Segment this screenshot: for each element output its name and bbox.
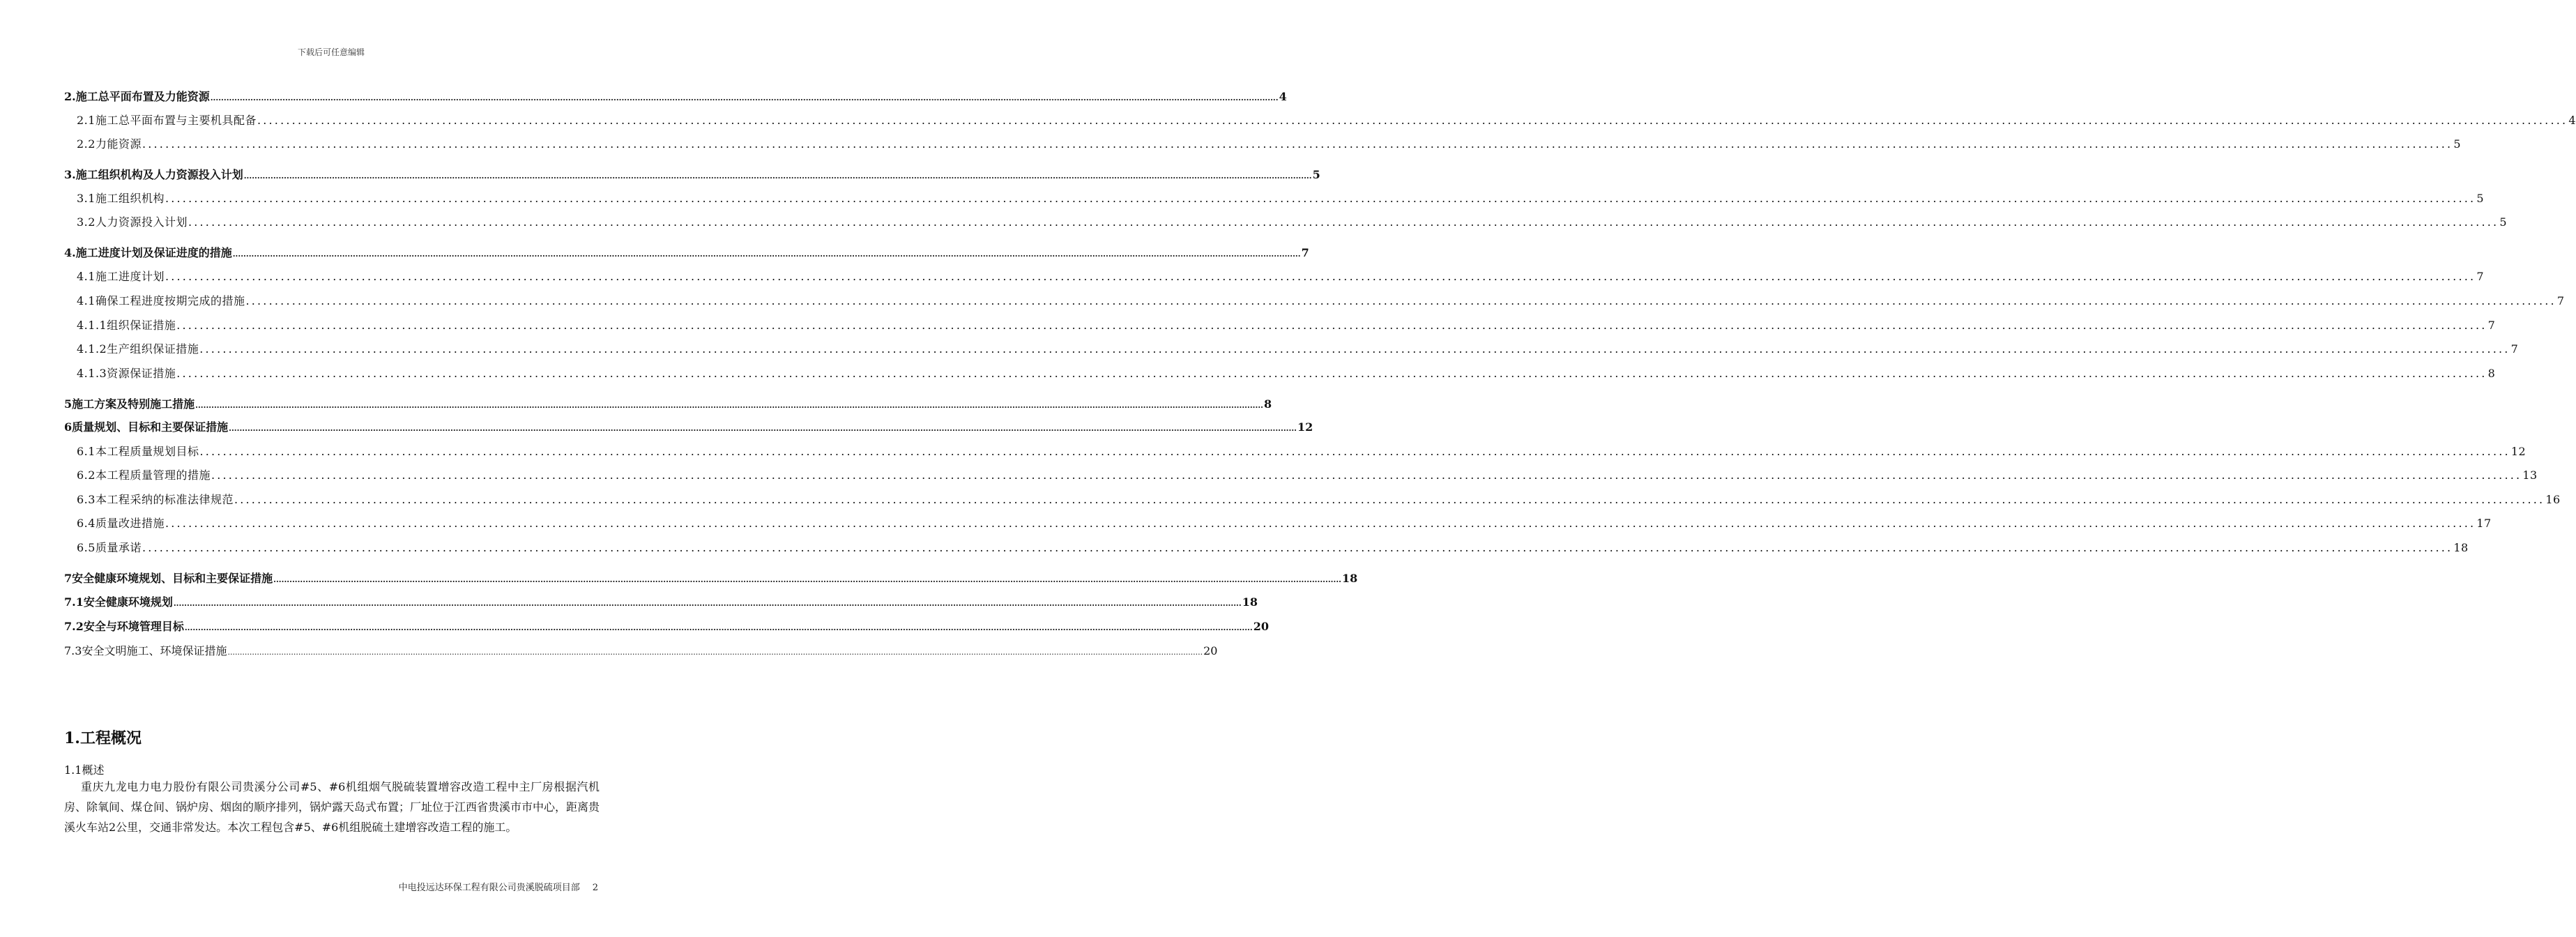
toc-entry-page: 18 (1242, 595, 1258, 609)
toc-entry-page: 7 (1301, 246, 1309, 259)
toc-entry-page: 18 (2453, 541, 2469, 554)
toc-entry[interactable] (77, 443, 2527, 459)
toc-leader-dots: ................................................................................................................................................................................................................................................................................................................................................................................................................ (257, 114, 2568, 127)
toc-entry-page: 5 (2453, 137, 2462, 151)
toc-entry-title: 3.2人力资源投入计划 (77, 215, 188, 229)
toc-entry[interactable] (64, 570, 1358, 586)
toc-entry-title: 3.施工组织机构及人力资源投入计划 (64, 168, 243, 181)
toc-entry[interactable] (64, 244, 1309, 260)
toc-entry[interactable] (64, 418, 1313, 434)
toc-entry-page: 5 (2476, 192, 2485, 205)
toc-entry[interactable] (77, 466, 2538, 482)
toc-entry-page: 8 (1263, 397, 1272, 411)
toc-entry-page: 7 (2476, 270, 2485, 283)
toc-entry-title: 7.1安全健康环境规划 (64, 595, 173, 609)
toc-entry-title: 2.2力能资源 (77, 137, 142, 151)
toc-entry-title: 6.2本工程质量管理的措施 (77, 468, 211, 482)
toc-entry-title: 4.1.3资源保证措施 (77, 367, 176, 380)
toc-entry[interactable] (77, 515, 2492, 531)
toc-leader-dots: ................................................................................................................................................................................................................................................................................................................................................................................................................ (227, 648, 1203, 657)
toc-entry-title: 6.1本工程质量规划目标 (77, 445, 199, 458)
toc-leader-dots: ................................................................................................................................................................................................................................................................................................................................................................................................................ (184, 623, 1253, 632)
toc-entry-title: 6质量规划、目标和主要保证措施 (64, 420, 229, 434)
toc-entry[interactable] (64, 642, 1218, 658)
toc-entry[interactable] (64, 166, 1320, 182)
section-heading: 1.工程概况 (64, 729, 142, 747)
toc-entry-title: 7安全健康环境规划、目标和主要保证措施 (64, 572, 273, 585)
toc-entry-title: 4.施工进度计划及保证进度的措施 (64, 246, 232, 259)
toc-leader-dots: ................................................................................................................................................................................................................................................................................................................................................................................................................ (232, 250, 1301, 259)
toc-entry-page: 4 (1279, 90, 1287, 103)
toc-leader-dots: ................................................................................................................................................................................................................................................................................................................................................................................................................ (142, 541, 2453, 554)
toc-entry[interactable] (77, 292, 2565, 308)
toc-entry[interactable] (77, 317, 2496, 333)
toc-entry-page: 12 (2510, 445, 2527, 458)
toc-entry[interactable] (77, 112, 2576, 128)
toc-entry-title: 4.1确保工程进度按期完成的措施 (77, 294, 245, 307)
toc-entry-page: 5 (1312, 168, 1320, 181)
toc-entry-page: 13 (2522, 468, 2538, 482)
toc-leader-dots: ................................................................................................................................................................................................................................................................................................................................................................................................................ (229, 424, 1297, 433)
toc-entry-page: 12 (1297, 420, 1313, 434)
toc-entry[interactable] (77, 135, 2462, 151)
toc-entry-title: 6.3本工程采纳的标准法律规范 (77, 493, 234, 506)
toc-entry[interactable] (64, 618, 1269, 634)
toc-entry[interactable] (77, 340, 2519, 356)
toc-entry-title: 2.1施工总平面布置与主要机具配备 (77, 114, 257, 127)
toc-leader-dots: ................................................................................................................................................................................................................................................................................................................................................................................................................ (165, 192, 2476, 205)
toc-entry-title: 2.施工总平面布置及力能资源 (64, 90, 210, 103)
toc-entry-title: 4.1.2生产组织保证措施 (77, 342, 199, 356)
toc-leader-dots: ................................................................................................................................................................................................................................................................................................................................................................................................................ (245, 294, 2556, 307)
footer-page-number: 2 (592, 883, 598, 893)
toc-leader-dots: ................................................................................................................................................................................................................................................................................................................................................................................................................ (165, 270, 2476, 283)
toc-entry[interactable] (64, 593, 1258, 609)
toc-leader-dots: ................................................................................................................................................................................................................................................................................................................................................................................................................ (142, 137, 2453, 151)
toc-entry-title: 4.1.1组织保证措施 (77, 319, 176, 332)
toc-entry-title: 7.3安全文明施工、环境保证措施 (64, 644, 227, 657)
toc-entry[interactable] (77, 190, 2485, 206)
toc-entry-page: 4 (2568, 114, 2576, 127)
toc-leader-dots: ................................................................................................................................................................................................................................................................................................................................................................................................................ (199, 342, 2510, 356)
toc-entry-page: 5 (2499, 215, 2508, 229)
page-header: 下载后可任意编辑 (297, 47, 365, 57)
toc-leader-dots: ................................................................................................................................................................................................................................................................................................................................................................................................................ (176, 367, 2487, 380)
toc-leader-dots: ................................................................................................................................................................................................................................................................................................................................................................................................................ (173, 599, 1242, 608)
toc-entry-page: 20 (1203, 644, 1218, 657)
toc-entry[interactable] (77, 213, 2508, 229)
toc-entry-title: 3.1施工组织机构 (77, 192, 165, 205)
toc-entry-title: 5施工方案及特别施工措施 (64, 397, 195, 411)
toc-entry-page: 7 (2487, 319, 2496, 332)
toc-entry[interactable] (77, 491, 2561, 507)
toc-entry[interactable] (77, 268, 2485, 284)
toc-entry[interactable] (77, 365, 2496, 381)
toc-entry-page: 8 (2487, 367, 2496, 380)
toc-leader-dots: ................................................................................................................................................................................................................................................................................................................................................................................................................ (273, 575, 1341, 584)
toc-entry[interactable] (64, 395, 1272, 411)
toc-entry-page: 7 (2556, 294, 2565, 307)
toc-leader-dots: ................................................................................................................................................................................................................................................................................................................................................................................................................ (234, 493, 2545, 506)
page-footer (399, 880, 598, 893)
toc-leader-dots: ................................................................................................................................................................................................................................................................................................................................................................................................................ (188, 215, 2499, 229)
toc-entry-title: 6.5质量承诺 (77, 541, 142, 554)
toc-entry-title: 4.1施工进度计划 (77, 270, 165, 283)
toc-entry[interactable] (77, 539, 2469, 555)
toc-entry-title: 7.2安全与环境管理目标 (64, 620, 184, 633)
body-paragraph: 重庆九龙电力电力股份有限公司贵溪分公司#5、#6机组烟气脱硫装置增容改造工程中主厂房根据汽机房、除氧间、煤仓间、锅炉房、烟囱的顺序排列，锅炉露天岛式布置；厂址位于江西省贵溪市市中心，距离贵溪火车站2公里，交通非常发达。本次工程包含#5、#6机组脱硫土建增容改造工程的施工。 (64, 780, 600, 834)
toc-entry-title: 6.4质量改进措施 (77, 517, 165, 530)
toc-leader-dots: ................................................................................................................................................................................................................................................................................................................................................................................................................ (199, 445, 2510, 458)
toc-entry-page: 17 (2476, 517, 2492, 530)
toc-entry-page: 18 (1341, 572, 1358, 585)
toc-leader-dots: ................................................................................................................................................................................................................................................................................................................................................................................................................ (176, 319, 2487, 332)
subsection-heading: 1.1概述 (64, 763, 105, 777)
toc-entry-page: 7 (2510, 342, 2519, 356)
toc-entry[interactable] (64, 88, 1287, 104)
toc-entry-page: 16 (2545, 493, 2561, 506)
toc-leader-dots: ................................................................................................................................................................................................................................................................................................................................................................................................................ (211, 468, 2522, 482)
toc-entry-page: 20 (1253, 620, 1269, 633)
footer-company: 中电投远达环保工程有限公司贵溪脱硫项目部 (398, 883, 580, 893)
toc-leader-dots: ................................................................................................................................................................................................................................................................................................................................................................................................................ (195, 401, 1263, 410)
toc-leader-dots: ................................................................................................................................................................................................................................................................................................................................................................................................................ (243, 172, 1312, 181)
toc-leader-dots: ................................................................................................................................................................................................................................................................................................................................................................................................................ (210, 93, 1279, 102)
toc-leader-dots: ................................................................................................................................................................................................................................................................................................................................................................................................................ (165, 517, 2476, 530)
